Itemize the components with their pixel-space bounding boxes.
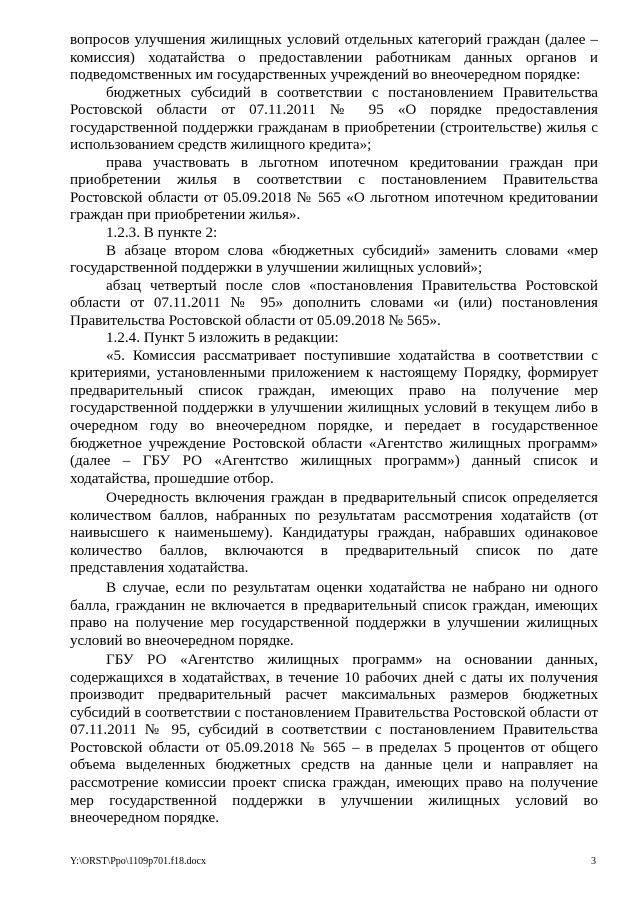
paragraph-4: 1.2.3. В пункте 2: xyxy=(106,225,218,242)
paragraph-10: В случае, если по результатам оценки ходатайства не набрано ни одного балла, гражданин не включается в предварительный список граждан, имеющих право на получение мер государственной поддержки в улучшении жилищных условий во внеочередном порядке. xyxy=(70,579,598,649)
paragraph-8: «5. Комиссия рассматривает поступившие ходатайства в соответствии с критериями, установленными приложением к настоящему Порядку, формирует предварительный список граждан, имеющих право на получение мер государственной поддержки в улучшении жилищных условий в текущем либо в очередном году во внеочередном порядке, и передает в государственное бюджетное учреждение Ростовской области «Агентство жилищных программ» (далее – ГБУ РО «Агентство жилищных программ») данный список и ходатайства, прошедшие отбор. xyxy=(70,347,598,487)
paragraph-3: права участвовать в льготном ипотечном кредитовании граждан при приобретении жилья в соответствии с постановлением Правительства Ростовской области от 05.09.2018 № 565 «О льготном ипотечном кредитовании граждан при приобретении жилья». xyxy=(70,154,598,224)
paragraph-9: Очередность включения граждан в предварительный список определяется количеством баллов, набранных по результатам рассмотрения ходатайств (от наивысшего к наименьшему). Кандидатуры граждан, набравших одинаковое количество баллов, включаются в предварительный список по дате представления ходатайства. xyxy=(70,490,598,577)
paragraph-5: В абзаце втором слова «бюджетных субсидий» заменить словами «мер государственной поддержки в улучшении жилищных условий»; xyxy=(70,242,598,277)
paragraph-2: бюджетных субсидий в соответствии с постановлением Правительства Ростовской области от 07.11.2011 № 95 «О порядке предоставления государственной поддержки гражданам в приобретении (строительстве) жилья с использованием средств жилищного кредита»; xyxy=(70,84,598,154)
paragraph-11: ГБУ РО «Агентство жилищных программ» на основании данных, содержащихся в ходатайствах, в течение 10 рабочих дней с даты их получения производит предварительный расчет максимальных размеров бюджетных субсидий в соответствии с постановлением Правительства Ростовской области от 07.11.2011 № 95, субсидий в соответствии с постановлением Правительства Ростовской области от 05.09.2018 № 565 – в пределах 5 процентов от общего объема выделенных бюджетных средств на данные цели и направляет на рассмотрение комиссии проект списка граждан, имеющих право на получение мер государственной поддержки в улучшении жилищных условий во внеочередном порядке. xyxy=(70,652,598,827)
document-body xyxy=(70,32,598,828)
paragraph-1: вопросов улучшения жилищных условий отдельных категорий граждан (далее – комиссия) ходатайства о предоставлении работникам данных органов и подведомственных им государственных учреждений во внеочередном порядке: xyxy=(70,32,598,84)
footer-file-path: Y:\ORST\Ppo\1109p701.f18.docx xyxy=(70,856,206,867)
paragraph-7: 1.2.4. Пункт 5 изложить в редакции: xyxy=(106,330,339,347)
page-number: 3 xyxy=(591,856,596,867)
paragraph-6: абзац четвертый после слов «постановления Правительства Ростовской области от 07.11.2011 № 95» дополнить словами «и (или) постановления Правительства Ростовской области от 05.09.2018 № 565». xyxy=(70,277,598,329)
